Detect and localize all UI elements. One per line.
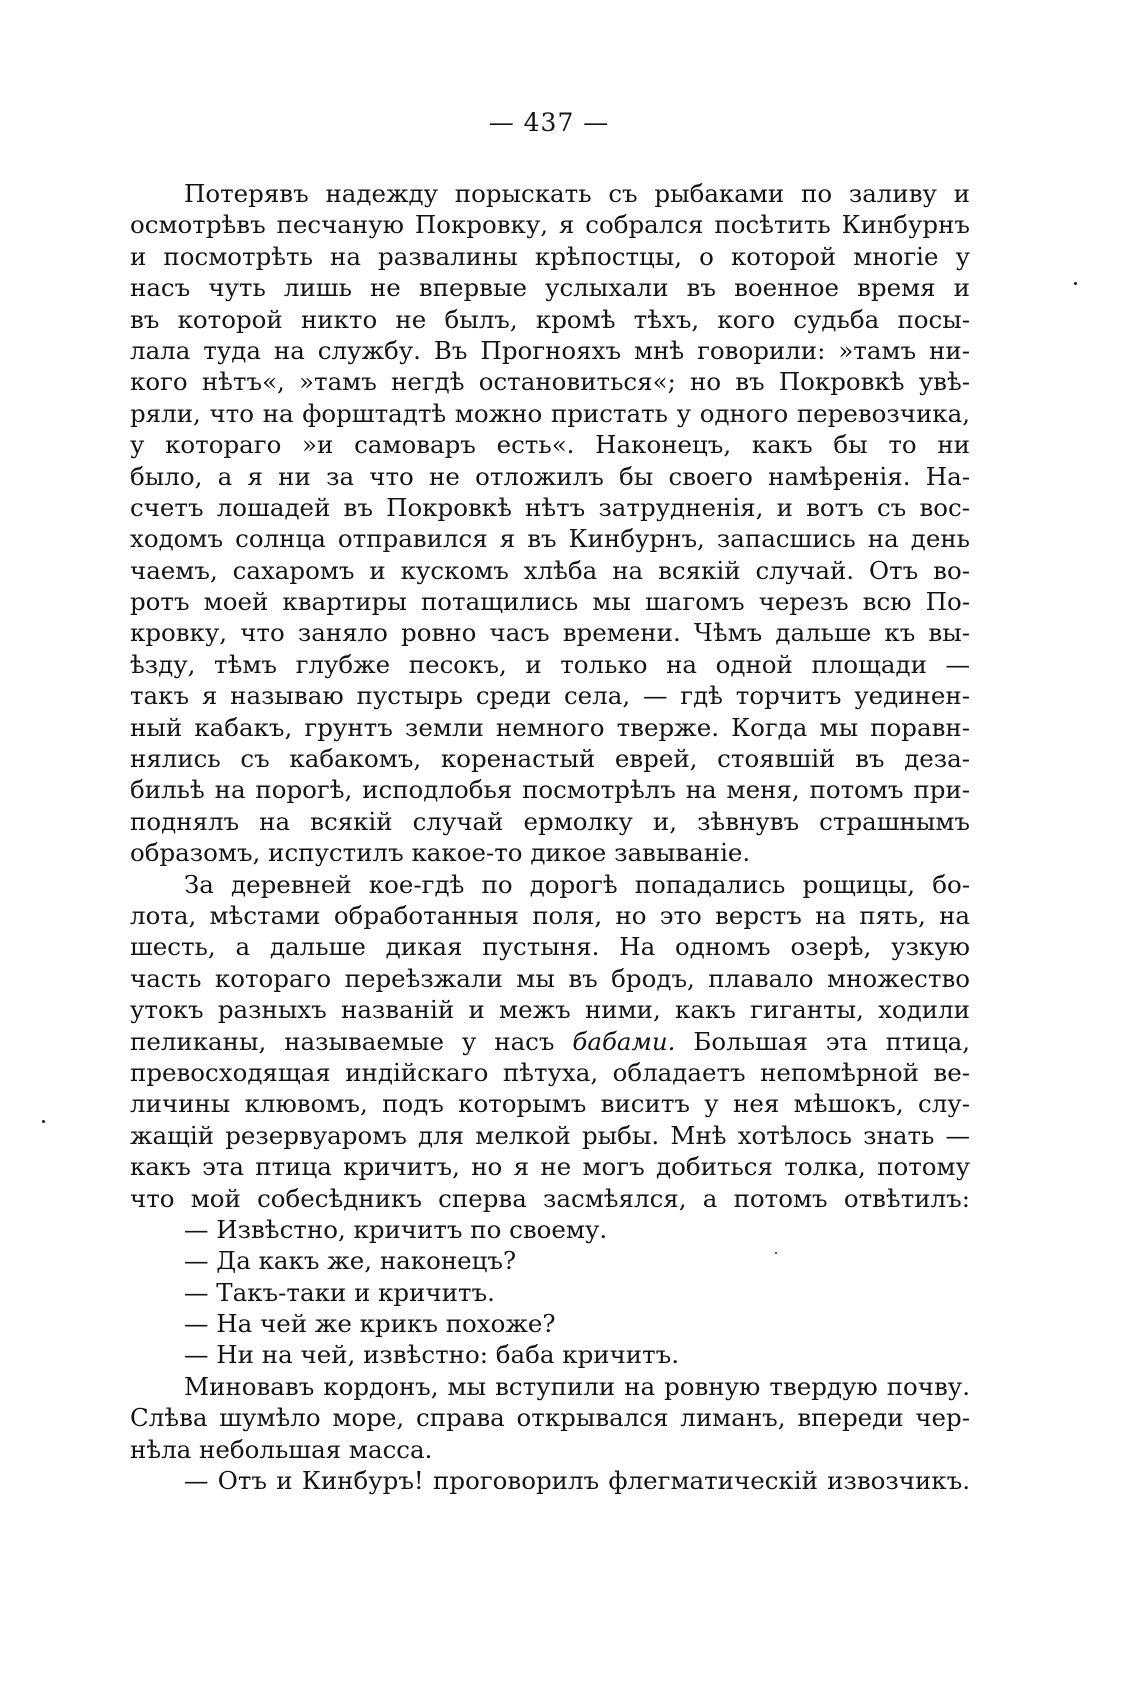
text-line: пеликаны, называемые у насъ бабами. Большая эта птица,	[130, 1026, 970, 1056]
text-line: кого нѣтъ«, »тамъ негдѣ остановиться«; но въ Покровкѣ увѣ-	[130, 367, 970, 397]
text-line: Миновавъ кордонъ, мы вступили на ровную твердую почву.	[184, 1371, 970, 1401]
text-line: нѣла небольшая масса.	[130, 1434, 433, 1464]
text-line: жащій резервуаромъ для мелкой рыбы. Мнѣ хотѣлось знать —	[130, 1120, 970, 1150]
text-line: было, а я ни за что не отложилъ бы своего намѣренія. На-	[130, 461, 970, 491]
scan-speck	[775, 1252, 777, 1254]
scan-speck	[42, 1120, 45, 1123]
text-line: чаемъ, сахаромъ и кускомъ хлѣба на всякій случай. Отъ во-	[130, 555, 970, 585]
text-line: часть котораго переѣзжали мы въ бродъ, плавало множество	[130, 963, 970, 993]
text-line: насъ чуть лишь не впервые услыхали въ военное время и	[130, 273, 970, 303]
text-line: поднялъ на всякій случай ермолку и, зѣвнувъ страшнымъ	[130, 806, 970, 836]
scan-speck	[1074, 282, 1077, 285]
text-line: осмотрѣвъ песчаную Покровку, я собрался посѣтить Кинбурнъ	[130, 210, 970, 240]
text-line: шесть, а дальше дикая пустыня. На одномъ озерѣ, узкую	[130, 932, 970, 962]
text-line: кровку, что заняло ровно часъ времени. Чѣмъ дальше къ вы-	[130, 618, 970, 648]
text-line: — Извѣстно, кричитъ по своему.	[184, 1214, 608, 1244]
text-line: — На чей же крикъ похоже?	[184, 1309, 556, 1339]
text-line: ѣзду, тѣмъ глубже песокъ, и только на одной площади —	[130, 649, 970, 679]
text-line: бильѣ на порогѣ, исподлобья посмотрѣлъ на меня, потомъ при-	[130, 775, 970, 805]
text-line: у котораго »и самоваръ есть«. Наконецъ, какъ бы то ни	[130, 430, 970, 460]
text-line: нялись съ кабакомъ, коренастый еврей, стоявшій въ деза-	[130, 744, 970, 774]
text-line: такъ я называю пустырь среди села, — гдѣ торчитъ уединен-	[130, 681, 970, 711]
italic-word: бабами.	[572, 1026, 676, 1056]
text-line: — Такъ-таки и кричитъ.	[184, 1277, 495, 1307]
text-line: лала туда на службу. Въ Прогнояхъ мнѣ говорили: »тамъ ни-	[130, 335, 970, 365]
text-line: Потерявъ надежду порыскать съ рыбаками по заливу и	[184, 179, 970, 208]
text-line: ротъ моей квартиры потащились мы шагомъ черезъ всю По-	[130, 587, 970, 617]
text-line: — Да какъ же, наконецъ?	[184, 1246, 517, 1276]
text-line: утокъ разныхъ названій и межъ ними, какъ гиганты, ходили	[130, 995, 970, 1025]
text-line: въ которой никто не былъ, кромѣ тѣхъ, кого судьба посы-	[130, 304, 970, 334]
text-line: личины клювомъ, подъ которымъ виситъ у нея мѣшокъ, слу-	[130, 1089, 970, 1119]
text-line: ходомъ солнца отправился я въ Кинбурнъ, запасшись на день	[130, 524, 970, 554]
text-line: — Ни на чей, извѣстно: баба кричитъ.	[184, 1340, 680, 1370]
text-line: лота, мѣстами обработанныя поля, но это верстъ на пять, на	[130, 900, 970, 930]
text-line: Слѣва шумѣло море, справа открывался лиманъ, впереди чер-	[130, 1403, 970, 1433]
body-text	[130, 178, 970, 1496]
text-line: какъ эта птица кричитъ, но я не могъ добиться толка, потому	[130, 1152, 970, 1182]
text-line: счетъ лошадей въ Покровкѣ нѣтъ затрудненія, и вотъ съ вос-	[130, 492, 970, 522]
text-line: образомъ, испустилъ какое-то дикое завываніе.	[130, 838, 751, 868]
text-line: ный кабакъ, грунтъ земли немного тверже. Когда мы поравн-	[130, 712, 970, 742]
text-line: превосходящая индійскаго пѣтуха, обладаетъ непомѣрной ве-	[130, 1057, 970, 1087]
page-number: — 437 —	[488, 108, 610, 137]
text-line: За деревней кое-гдѣ по дорогѣ попадались рощицы, бо-	[184, 869, 970, 899]
text-line: ряли, что на форштадтѣ можно пристать у одного перевозчика,	[130, 398, 970, 428]
text-line: что мой собесѣдникъ сперва засмѣялся, а потомъ отвѣтилъ:	[130, 1183, 970, 1213]
text-line: и посмотрѣть на развалины крѣпостцы, о которой многіе у	[130, 241, 970, 271]
text-line: — Отъ и Кинбуръ! проговорилъ флегматическій извозчикъ.	[184, 1466, 970, 1496]
